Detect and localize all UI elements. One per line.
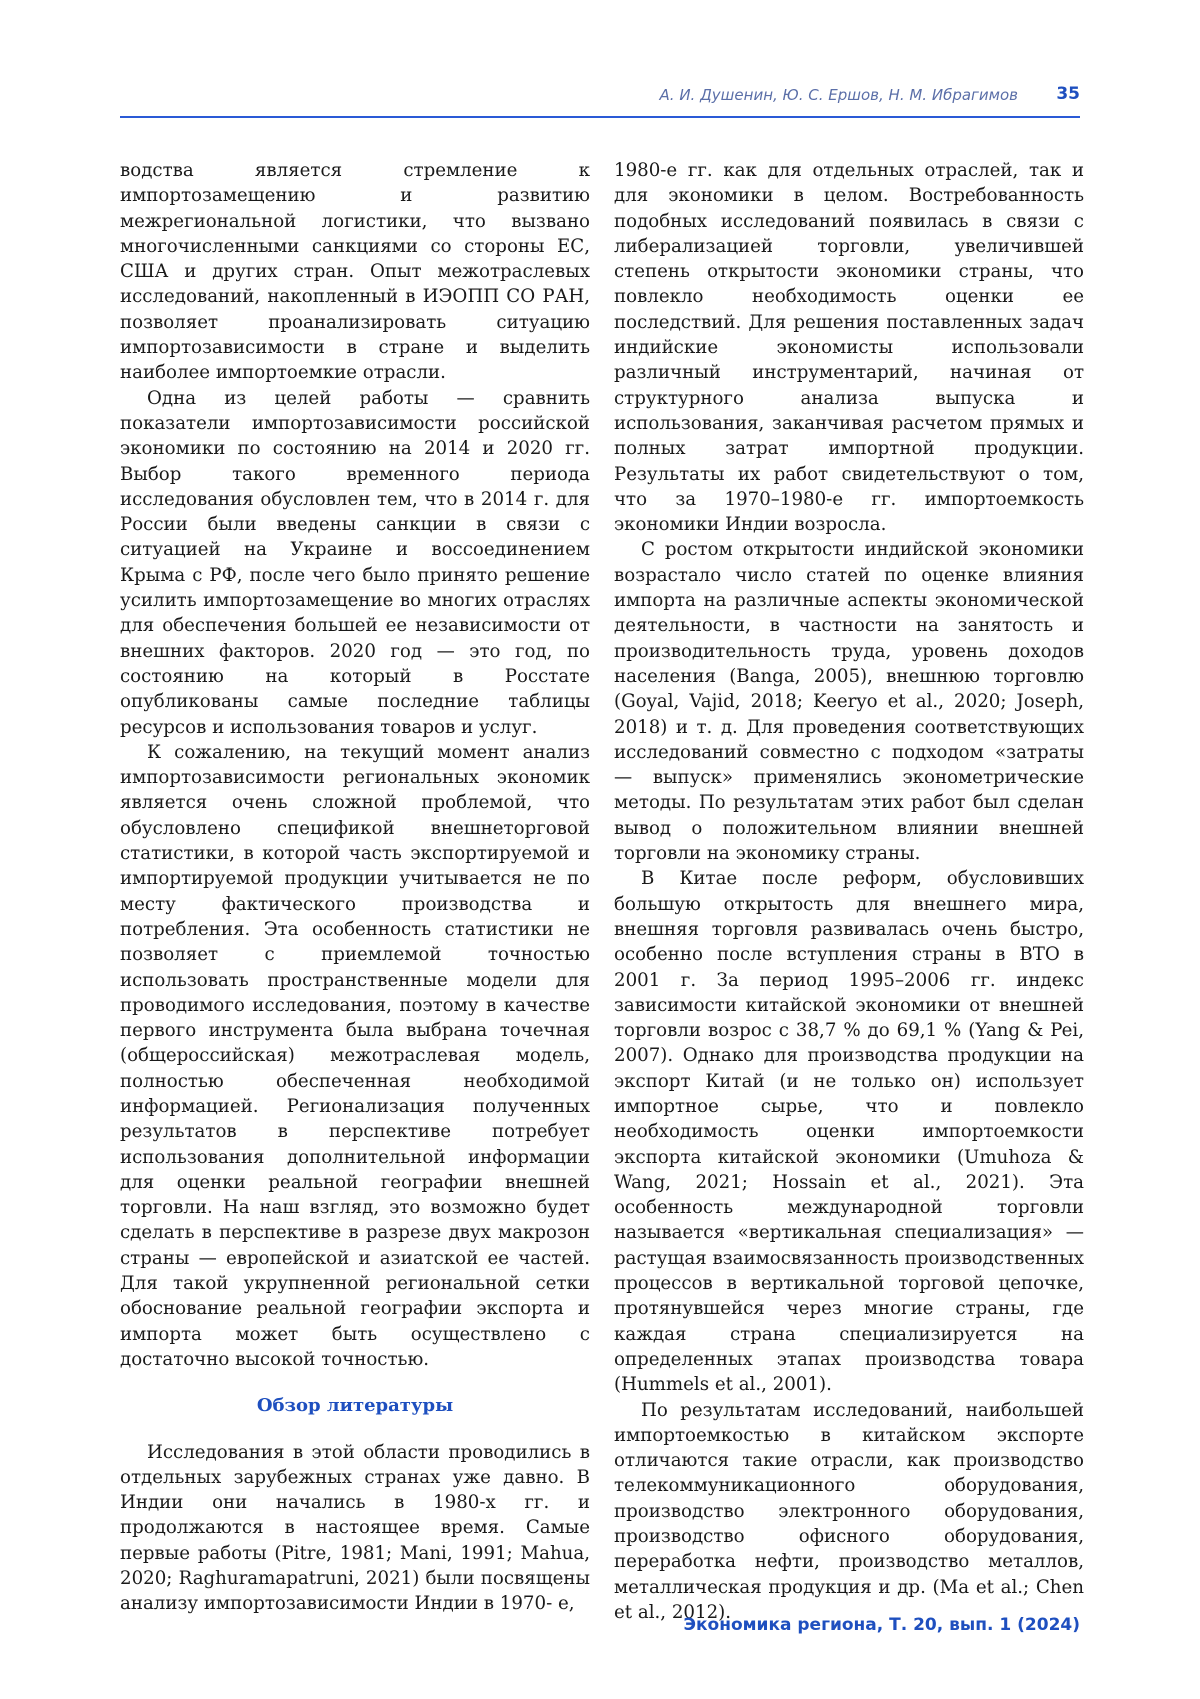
- header-divider: [120, 116, 1080, 118]
- running-header: [120, 84, 1080, 110]
- paragraph: Исследования в этой области проводились в отдельных зарубежных странах уже давно. В Индии они начались в 1980-х гг. и продолжаются в настоящее время. Самые первые работы (Pitre, 1981; Mani, 1991; Mahua, 2020; Raghuramapatruni, 2021) были посвящены анализу импортозависимости Индии в 1970- е,: [120, 1441, 590, 1615]
- right-column: [614, 158, 1084, 1625]
- paragraph: водства является стремление к импортозамещению и развитию межрегиональной логистики, что вызвано многочисленными санкциями со стороны ЕС, США и других стран. Опыт межотраслевых исследований, накопленный в ИЭОПП СО РАН, позволяет проанализировать ситуацию импортозависимости в стране и выделить наиболее импортоемкие отрасли.: [120, 160, 590, 384]
- header-authors: А. И. Душенин, Ю. С. Ершов, Н. М. Ибрагимов: [659, 86, 1018, 104]
- paragraph: С ростом открытости индийской экономики возрастало число статей по оценке влияния импорта на различные аспекты экономической деятельности, в частности на занятость и производительность труда, уровень доходов населения (Banga, 2005), внешнюю торговлю (Goyal, Vajid, 2018; Keeryo et al., 2020; Joseph, 2018) и т. д. Для проведения соответствующих исследований совместно с подходом «затраты — выпуск» применялись эконометрические методы. По результатам этих работ был сделан вывод о положительном влиянии внешней торговли на экономику страны.: [614, 539, 1084, 865]
- paragraph: К сожалению, на текущий момент анализ импортозависимости региональных экономик является очень сложной проблемой, что обусловлено спецификой внешнеторговой статистики, в которой часть экспортируемой и импортируемой продукции учитывается не по месту фактического производства и потребления. Эта особенность статистики не позволяет с приемлемой точностью использовать пространственные модели для проводимого исследования, поэтому в качестве первого инструмента была выбрана точечная (общероссийская) межотраслевая модель, полностью обеспеченная необходимой информацией. Регионализация полученных результатов в перспективе потребует использования дополнительной информации для оценки реальной географии внешней торговли. На наш взгляд, это возможно будет сделать в перспективе в разрезе двух макрозон страны — европейской и азиатской ее частей. Для такой укрупненной региональной сетки обоснование реальной географии экспорта и импорта может быть осуществлено с достаточно высокой точностью.: [120, 741, 590, 1370]
- paragraph: По результатам исследований, наибольшей импортоемкостью в китайском экспорте отличаются такие отрасли, как производство телекоммуникационного оборудования, производство электронного оборудования, производство офисного оборудования, переработка нефти, производство металлов, металлическая продукция и др. (Ma et al.; Chen et al., 2012).: [614, 1399, 1084, 1623]
- page-number: 35: [1056, 84, 1080, 104]
- section-heading: Обзор литературы: [256, 1395, 454, 1417]
- left-column: [120, 158, 590, 1617]
- paragraph: В Китае после реформ, обусловивших большую открытость для внешнего мира, внешняя торговля развивалась очень быстро, особенно после вступления страны в ВТО в 2001 г. За период 1995–2006 гг. индекс зависимости китайской экономики от внешней торговли возрос с 38,7 % до 69,1 % (Yang & Pei, 2007). Однако для производства продукции на экспорт Китай (и не только он) использует импортное сырье, что и повлекло необходимость оценки импортоемкости экспорта китайской экономики (Umuhoza & Wang, 2021; Hossain et al., 2021). Эта особенность международной торговли называется «вертикальная специализация» — растущая взаимосвязанность производственных процессов в вертикальной торговой цепочке, протянувшейся через многие страны, где каждая страна специализируется на определенных этапах производства товара (Hummels et al., 2001).: [614, 868, 1084, 1396]
- journal-footer: Экономика региона, Т. 20, вып. 1 (2024): [683, 1615, 1080, 1635]
- paragraph: 1980-е гг. как для отдельных отраслей, так и для экономики в целом. Востребованность подобных исследований появилась в связи с либерализацией торговли, увеличившей степень открытости экономики страны, что повлекло необходимость оценки ее последствий. Для решения поставленных задач индийские экономисты использовали различный инструментарий, начиная от структурного анализа выпуска и использования, заканчивая расчетом прямых и полных затрат импортной продукции. Результаты их работ свидетельствуют о том, что за 1970–1980-е гг. импортоемкость экономики Индии возросла.: [614, 160, 1084, 536]
- paragraph: Одна из целей работы — сравнить показатели импортозависимости российской экономики по состоянию на 2014 и 2020 гг. Выбор такого временного периода исследования обусловлен тем, что в 2014 г. для России были введены санкции в связи с ситуацией на Украине и воссоединением Крыма с РФ, после чего было принято решение усилить импортозамещение во многих отраслях для обеспечения большей ее независимости от внешних факторов. 2020 год — это год, по состоянию на который в Росстате опубликованы самые последние таблицы ресурсов и использования товаров и услуг.: [120, 387, 590, 738]
